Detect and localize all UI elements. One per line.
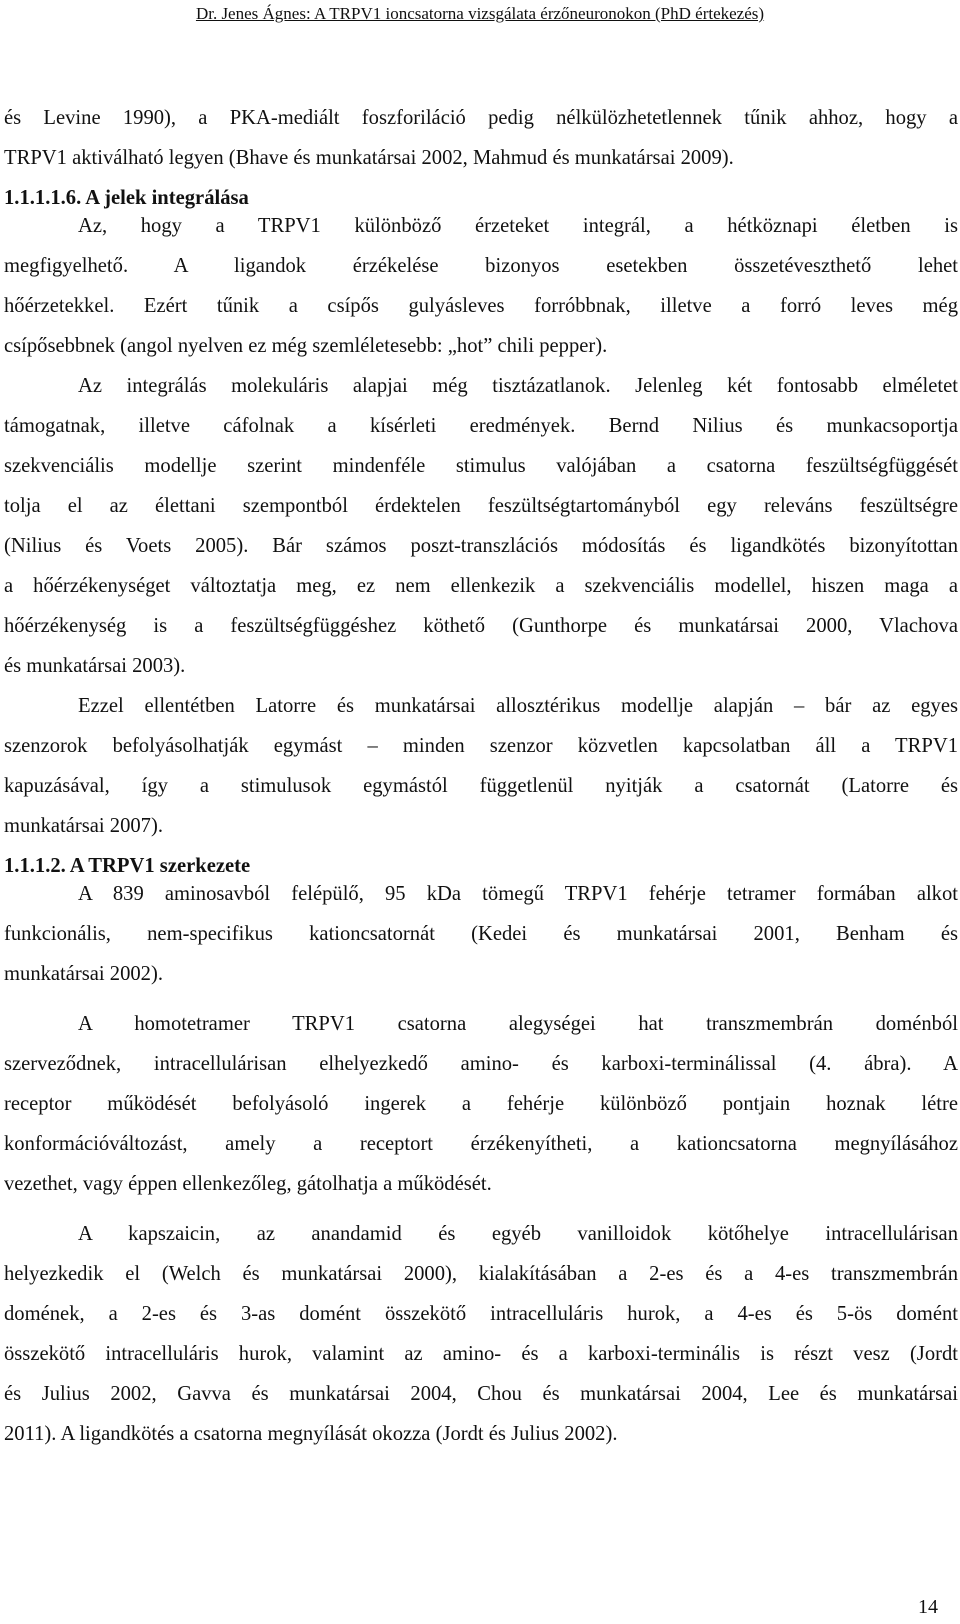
text-line: 2011). A ligandkötés a csatorna megnyílását okozza (Jordt és Julius 2002). bbox=[4, 1423, 618, 1445]
text-line: A kapszaicin, az anandamid és egyéb vanilloidok kötőhelye intracellulárisan bbox=[78, 1223, 958, 1245]
page-number: 14 bbox=[918, 1596, 938, 1618]
running-header: Dr. Jenes Ágnes: A TRPV1 ioncsatorna vizsgálata érzőneuronokon (PhD értekezés) bbox=[195, 4, 765, 23]
text-line: (Nilius és Voets 2005). Bár számos poszt-transzlációs módosítás és ligandkötés bizonyítottan bbox=[4, 535, 958, 557]
text-line: csípősebbnek (angol nyelven ez még szemléletesebb: „hot” chili pepper). bbox=[4, 335, 608, 357]
text-line: a hőérzékenységet változtatja meg, ez nem ellenkezik a szekvenciális modellel, hiszen maga a bbox=[4, 575, 958, 597]
text-line: munkatársai 2007). bbox=[4, 815, 163, 837]
section-heading: 1.1.1.2. A TRPV1 szerkezete bbox=[4, 855, 251, 877]
text-line: helyezkedik el (Welch és munkatársai 2000), kialakításában a 2-es és a 4-es transzmembrán bbox=[4, 1263, 958, 1285]
text-line: összekötő intracelluláris hurok, valamint az amino- és a karboxi-terminális is részt vesz (Jordt bbox=[4, 1343, 958, 1365]
section-heading: 1.1.1.1.6. A jelek integrálása bbox=[4, 187, 249, 209]
text-line: megfigyelhető. A ligandok érzékelése bizonyos esetekben összetéveszthető lehet bbox=[4, 255, 958, 277]
text-line: tolja el az élettani szempontból érdektelen feszültségtartományból egy releváns feszültségre bbox=[4, 495, 958, 517]
text-line: konformációváltozást, amely a receptort érzékenyítheti, a kationcsatorna megnyílásához bbox=[4, 1133, 958, 1155]
text-line: Az integrálás molekuláris alapjai még tisztázatlanok. Jelenleg két fontosabb elméletet bbox=[78, 375, 958, 397]
text-line: Az, hogy a TRPV1 különböző érzeteket integrál, a hétköznapi életben is bbox=[78, 215, 958, 237]
text-line: hőérzetekkel. Ezért tűnik a csípős gulyásleves forróbbnak, illetve a forró leves még bbox=[4, 295, 958, 317]
text-line: szekvenciális modellje szerint mindenféle stimulus valójában a csatorna feszültségfüggését bbox=[4, 455, 958, 477]
text-line: támogatnak, illetve cáfolnak a kísérleti eredmények. Bernd Nilius és munkacsoportja bbox=[4, 415, 958, 437]
text-line: Ezzel ellentétben Latorre és munkatársai allosztérikus modellje alapján – bár az egyes bbox=[78, 695, 958, 717]
text-line: A homotetramer TRPV1 csatorna alegységei hat transzmembrán doménból bbox=[78, 1013, 958, 1035]
text-line: és munkatársai 2003). bbox=[4, 655, 186, 677]
text-line: TRPV1 aktiválható legyen (Bhave és munkatársai 2002, Mahmud és munkatársai 2009). bbox=[4, 147, 734, 169]
text-line: szerveződnek, intracellulárisan elhelyezkedő amino- és karboxi-terminálissal (4. ábra). A bbox=[4, 1053, 958, 1075]
text-line: vezethet, vagy éppen ellenkezőleg, gátolhatja a működését. bbox=[4, 1173, 492, 1195]
text-line: hőérzékenység is a feszültségfüggéshez köthető (Gunthorpe és munkatársai 2000, Vlachova bbox=[4, 615, 958, 637]
text-line: és Levine 1990), a PKA-mediált foszforiláció pedig nélkülözhetetlennek tűnik ahhoz, hogy a bbox=[4, 107, 958, 129]
text-line: A 839 aminosavból felépülő, 95 kDa tömegű TRPV1 fehérje tetramer formában alkot bbox=[78, 883, 958, 905]
text-line: és Julius 2002, Gavva és munkatársai 2004, Chou és munkatársai 2004, Lee és munkatársai bbox=[4, 1383, 958, 1405]
text-line: szenzorok befolyásolhatják egymást – minden szenzor közvetlen kapcsolatban áll a TRPV1 bbox=[4, 735, 958, 757]
text-line: funkcionális, nem-specifikus kationcsatornát (Kedei és munkatársai 2001, Benham és bbox=[4, 923, 958, 945]
text-line: receptor működését befolyásoló ingerek a fehérje különböző pontjain hoznak létre bbox=[4, 1093, 958, 1115]
text-line: munkatársai 2002). bbox=[4, 963, 163, 985]
text-line: domének, a 2-es és 3-as domént összekötő intracelluláris hurok, a 4-es és 5-ös domént bbox=[4, 1303, 958, 1325]
text-line: kapuzásával, így a stimulusok egymástól függetlenül nyitják a csatornát (Latorre és bbox=[4, 775, 958, 797]
